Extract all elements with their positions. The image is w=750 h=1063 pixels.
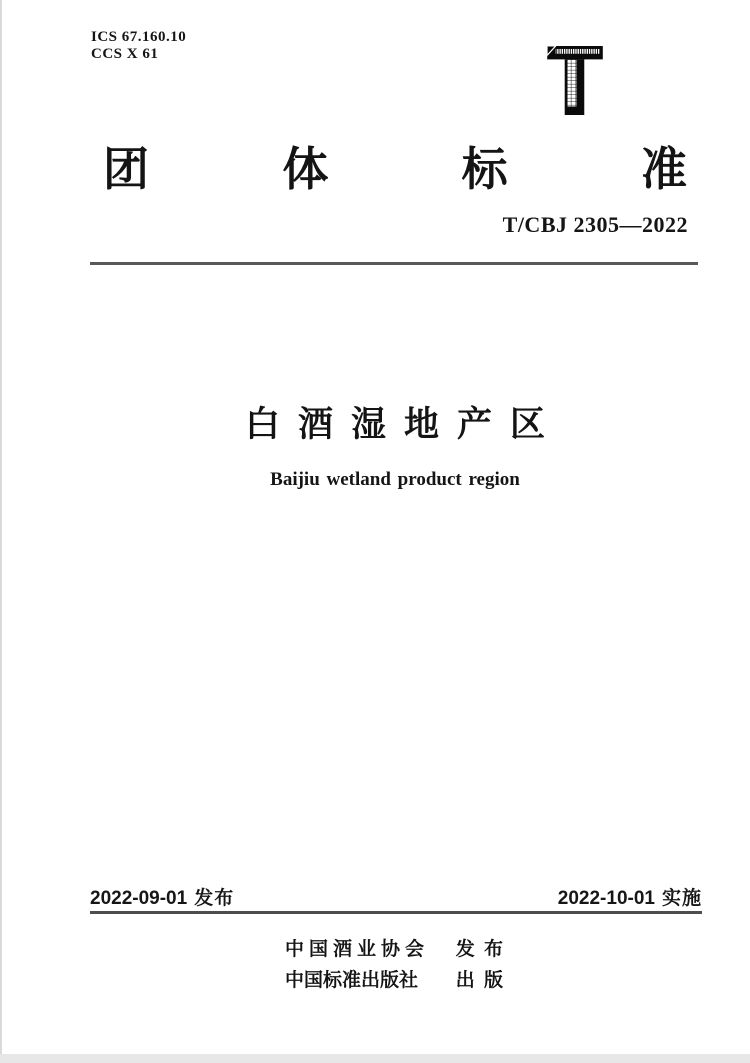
publisher-org: 中国酒业协会 [285,939,430,960]
publisher-action: 出 版 [455,970,505,991]
issue-date [90,883,234,910]
publisher-action: 发 布 [455,939,505,960]
dates-row [90,883,702,910]
implementation-date-label: 实施 [661,888,702,909]
page-left-edge [0,0,2,1063]
issue-date-value: 2022-09-01 [90,888,188,909]
masthead-char: 团 [103,143,149,195]
standard-type-title [90,143,700,195]
publisher-block [90,934,700,996]
masthead-char: 体 [282,143,329,195]
page-bottom-edge [0,1054,750,1063]
document-title-english: Baijiu wetland product region [270,469,520,490]
issue-date-label: 发布 [194,888,235,909]
header-divider-line [90,262,698,265]
publisher-row [285,934,505,965]
publisher-table [285,934,505,996]
publisher-row [285,965,505,996]
footer-divider-line [90,911,702,914]
standard-number: T/CBJ 2305—2022 [502,212,688,237]
classification-codes [91,29,186,63]
masthead-char: 标 [461,143,508,195]
publisher-org: 中国标准出版社 [285,970,419,991]
masthead-char: 准 [640,143,687,195]
document-title-chinese: 白酒湿地产区 [244,405,563,444]
ics-code: ICS 67.160.10 [91,29,187,45]
implementation-date-value: 2022-10-01 [557,888,655,909]
t-standard-logo-icon [547,46,603,115]
ccs-code: CCS X 61 [91,46,159,62]
implementation-date [558,883,702,910]
